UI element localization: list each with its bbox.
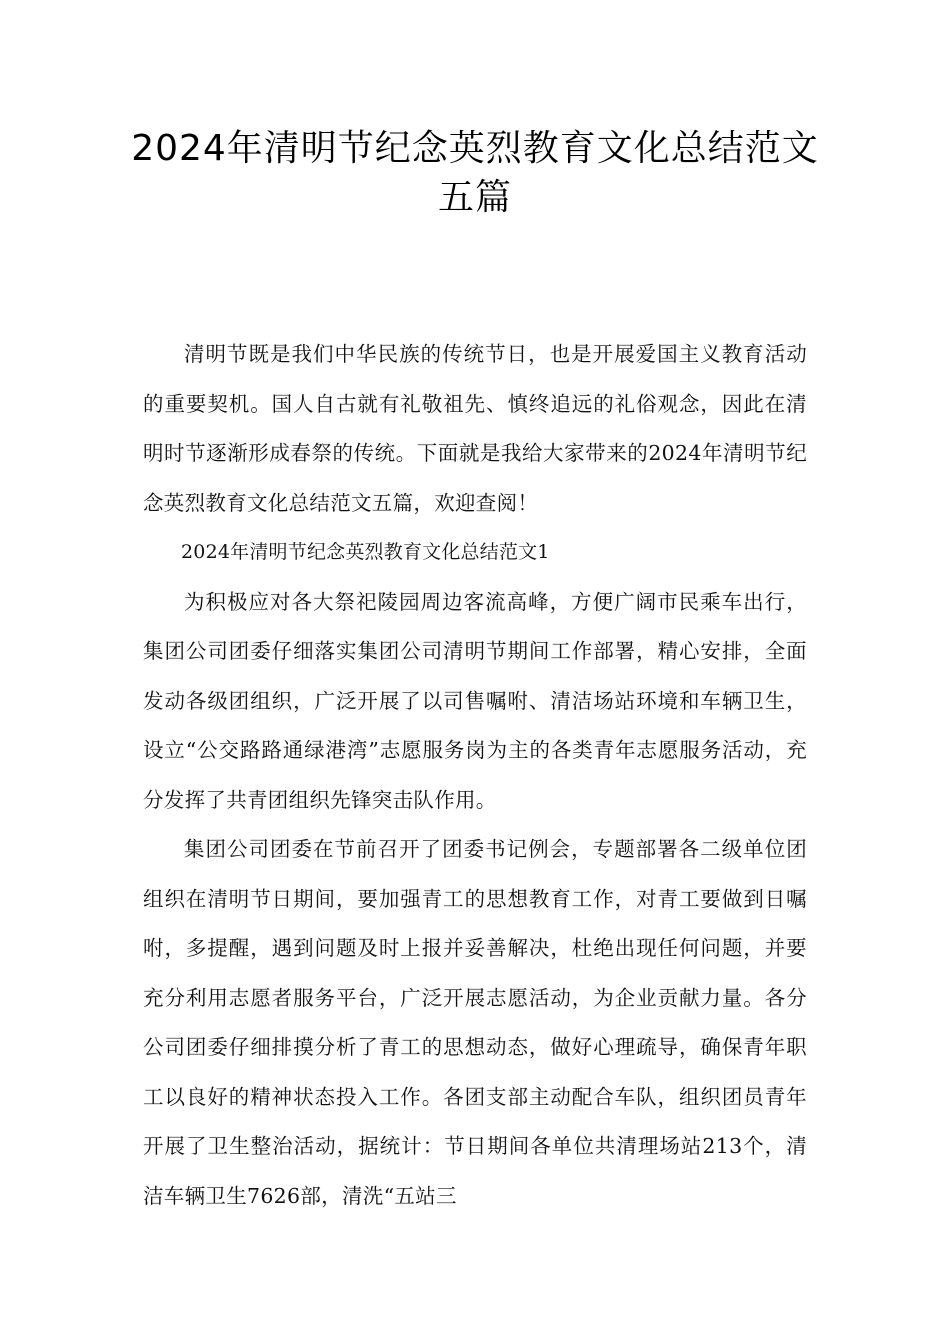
document-title: 2024年清明节纪念英烈教育文化总结范文五篇 [131, 128, 819, 218]
document-body [143, 330, 807, 1221]
section-heading: 2024年清明节纪念英烈教育文化总结范文1 [181, 541, 550, 563]
body-paragraph-2: 集团公司团委在节前召开了团委书记例会，专题部署各二级单位团组织在清明节日期间，要加强青工的思想教育工作，对青工要做到日嘱咐，多提醒，遇到问题及时上报并妥善解决，杜绝出现任何问题，并要充分利用志愿者服务平台，广泛开展志愿活动，为企业贡献力量。各分公司团委仔细排摸分析了青工的思想动态，做好心理疏导，确保青年职工以良好的精神状态投入工作。各团支部主动配合车队，组织团员青年开展了卫生整治活动，据统计：节日期间各单位共清理场站213个，清洁车辆卫生7626部，清洗“五站三 [143, 837, 807, 1208]
intro-paragraph: 清明节既是我们中华民族的传统节日，也是开展爱国主义教育活动的重要契机。国人自古就有礼敬祖先、慎终追远的礼俗观念，因此在清明时节逐渐形成春祭的传统。下面就是我给大家带来的2024年清明节纪念英烈教育文化总结范文五篇，欢迎查阅！ [143, 342, 807, 515]
body-paragraph-1: 为积极应对各大祭祀陵园周边客流高峰，方便广阔市民乘车出行，集团公司团委仔细落实集团公司清明节期间工作部署，精心安排，全面发动各级团组织，广泛开展了以司售嘱咐、清洁场站环境和车辆卫生，设立“公交路路通绿港湾”志愿服务岗为主的各类青年志愿服务活动，充分发挥了共青团组织先锋突击队作用。 [143, 589, 807, 812]
